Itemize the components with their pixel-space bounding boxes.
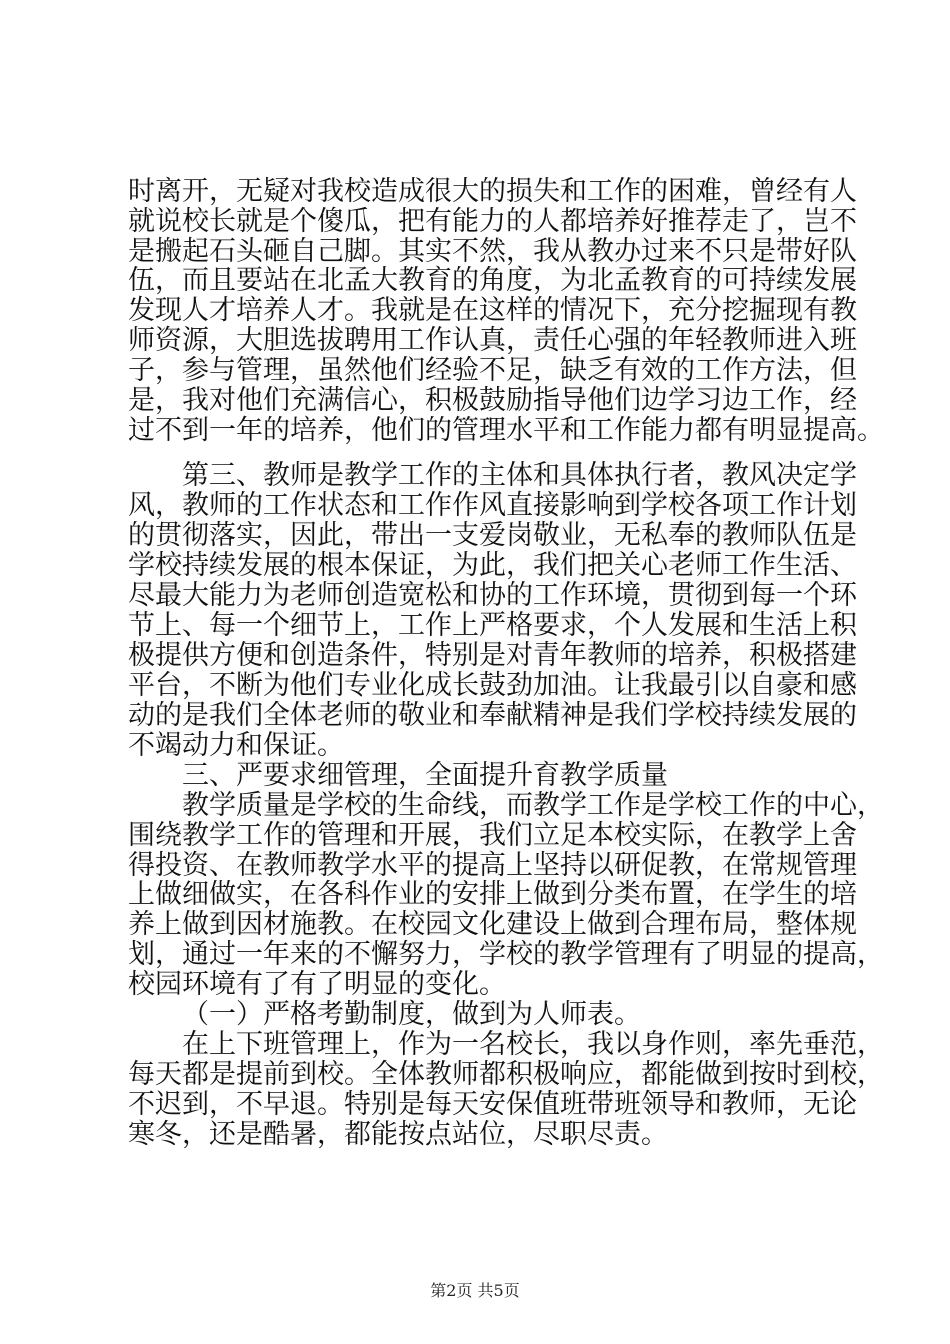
text-line: 划，通过一年来的不懈努力，学校的教学管理有了明显的提高， (128, 939, 884, 970)
text-line: 学校持续发展的根本保证，为此，我们把关心老师工作生活、 (128, 550, 857, 581)
subsection-heading: （一）严格考勤制度，做到为人师表。 (182, 999, 641, 1030)
text-line: 不迟到，不早退。特别是每天安保值班带班领导和教师，无论 (128, 1089, 857, 1120)
text-line: 尽最大能力为老师创造宽松和协的工作环境，贯彻到每一个环 (128, 580, 857, 611)
text-line: 时离开，无疑对我校造成很大的损失和工作的困难，曾经有人 (128, 176, 857, 207)
text-line: 动的是我们全体老师的敬业和奉献精神是我们学校持续发展的 (128, 700, 857, 731)
text-line: 得投资、在教师教学水平的提高上坚持以研促教，在常规管理 (128, 850, 857, 881)
text-line: 子，参与管理，虽然他们经验不足，缺乏有效的工作方法，但 (128, 355, 857, 386)
text-line: 师资源，大胆选拔聘用工作认真，责任心强的年轻教师进入班 (128, 325, 857, 356)
text-line: 节上、每一个细节上，工作上严格要求，个人发展和生活上积 (128, 610, 857, 641)
text-line: 围绕教学工作的管理和开展，我们立足本校实际，在教学上舍 (128, 820, 857, 851)
paragraph-first-line: 在上下班管理上，作为一名校长，我以身作则，率先垂范， (182, 1029, 884, 1060)
text-line: 养上做到因材施教。在校园文化建设上做到合理布局，整体规 (128, 909, 857, 940)
text-line: 过不到一年的培养，他们的管理水平和工作能力都有明显提高。 (128, 415, 884, 446)
paragraph-first-line: 教学质量是学校的生命线，而教学工作是学校工作的中心， (182, 790, 884, 821)
text-line: 每天都是提前到校。全体教师都积极响应，都能做到按时到校， (128, 1059, 884, 1090)
section-heading: 三、严要求细管理，全面提升育教学质量 (182, 760, 668, 791)
text-line: 校园环境有了有了明显的变化。 (128, 969, 506, 1000)
text-line: 寒冬，还是酷暑，都能按点站位，尽职尽责。 (128, 1119, 668, 1150)
text-line: 不竭动力和保证。 (128, 730, 344, 761)
text-line: 的贯彻落实，因此，带出一支爱岗敬业，无私奉的教师队伍是 (128, 520, 857, 551)
text-line: 极提供方便和创造条件，特别是对青年教师的培养，积极搭建 (128, 640, 857, 671)
text-line: 伍，而且要站在北孟大教育的角度，为北孟教育的可持续发展 (128, 265, 857, 296)
text-line: 是搬起石头砸自己脚。其实不然，我从教办过来不只是带好队 (128, 236, 857, 267)
text-line: 发现人才培养人才。我就是在这样的情况下，充分挖掘现有教 (128, 295, 857, 326)
text-line: 是，我对他们充满信心，积极鼓励指导他们边学习边工作，经 (128, 385, 857, 416)
paragraph-first-line: 第三、教师是教学工作的主体和具体执行者，教风决定学 (182, 460, 857, 491)
text-line: 就说校长就是个傻瓜，把有能力的人都培养好推荐走了，岂不 (128, 206, 857, 237)
text-line: 上做细做实，在各科作业的安排上做到分类布置，在学生的培 (128, 879, 857, 910)
text-line: 风，教师的工作状态和工作作风直接影响到学校各项工作计划 (128, 490, 857, 521)
text-line: 平台，不断为他们专业化成长鼓劲加油。让我最引以自豪和感 (128, 670, 857, 701)
page-number: 第2页 共5页 (430, 1281, 520, 1300)
